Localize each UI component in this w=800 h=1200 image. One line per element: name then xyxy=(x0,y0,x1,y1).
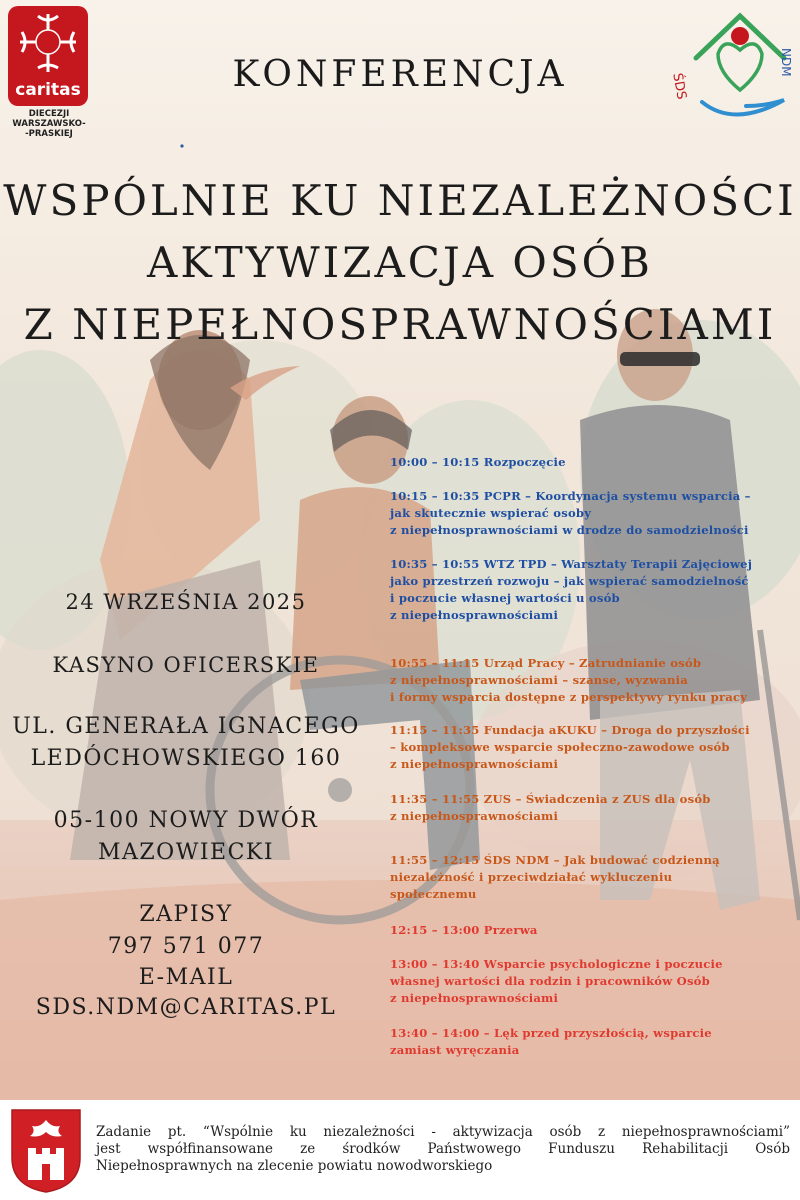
conference-title xyxy=(0,170,800,356)
footer xyxy=(0,1100,800,1200)
conference-label: KONFERENCJA xyxy=(232,54,568,95)
schedule-item: 12:15 – 13:00 Przerwa xyxy=(390,923,538,937)
signup-phone: 797 571 077 xyxy=(107,934,265,959)
title-line-1: WSPÓLNIE KU NIEZALEŻNOŚCI xyxy=(3,176,797,225)
schedule-item: 13:00 – 13:40 Wsparcie psychologiczne i poczucie własnej wartości dla rodzin i pracowników Osób z niepełnosprawnościami xyxy=(390,957,723,1005)
wheelchair-hub xyxy=(328,778,352,802)
schedule-item: 13:40 – 14:00 – Lęk przed przyszłością, wsparcie zamiast wyręczania xyxy=(390,1026,712,1057)
caritas-logo-subtitle: DIECEZJI WARSZAWSKO- -PRASKIEJ xyxy=(12,109,86,139)
sds-logo-left-text: ŚDS xyxy=(669,72,689,101)
schedule-item: 10:00 – 10:15 Rozpoczęcie xyxy=(390,455,566,469)
sds-logo-right-text: NDM xyxy=(779,48,793,77)
schedule-item: 10:55 – 11:15 Urząd Pracy – Zatrudnianie osób z niepełnosprawnościami – szanse, wyzwania i formy wsparcia dostępne z perspektywy rynku pracy xyxy=(390,656,748,704)
footer-funding-note: Zadanie pt. “Wspólnie ku niezależności - aktywizacja osób z niepełnosprawnościami” jest współfinansowane ze środków Państwowego Funduszu Rehabilitacji Osób Niepełnosprawnych na zlecenie powiatu nowodworskiego xyxy=(96,1124,790,1174)
event-venue: KASYNO OFICERSKIE xyxy=(52,653,320,677)
signup-email-label: E-MAIL xyxy=(138,965,234,990)
event-city-line-2: MAZOWIECKI xyxy=(97,840,275,865)
title-line-2: AKTYWIZACJA OSÓB xyxy=(147,238,653,287)
schedule-item: 11:15 – 11:35 Fundacja aKUKU – Droga do przyszłości – kompleksowe wsparcie społeczno-zawodowe osób z niepełnosprawnościami xyxy=(390,723,750,771)
event-street-line-1: UL. GENERAŁA IGNACEGO xyxy=(12,714,360,739)
coat-of-arms-icon xyxy=(10,1108,82,1194)
schedule-item: 10:15 – 10:35 PCPR – Koordynacja systemu wsparcia – jak skutecznie wspierać osoby z niepełnosprawnościami w drodze do samodzielności xyxy=(390,489,751,537)
title-line-3: Z NIEPEŁNOSPRAWNOŚCIAMI xyxy=(23,300,777,349)
dot-shape xyxy=(180,144,183,147)
signup-email[interactable]: SDS.NDM@CARITAS.PL xyxy=(35,995,337,1020)
event-date: 24 WRZEŚNIA 2025 xyxy=(65,590,307,614)
caritas-logo-text: caritas xyxy=(15,80,81,100)
signup-label: ZAPISY xyxy=(139,902,233,927)
event-street-line-2: LEDÓCHOWSKIEGO 160 xyxy=(30,746,342,771)
schedule-item: 11:55 – 12:15 ŚDS NDM – Jak budować codzienną niezależność i przeciwdziałać wykluczeniu społecznemu xyxy=(390,853,720,901)
schedule-item: 11:35 – 11:55 ZUS – Świadczenia z ZUS dla osób z niepełnosprawnościami xyxy=(390,792,711,823)
schedule-item: 10:35 – 10:55 WTZ TPD – Warsztaty Terapii Zajęciowej jako przestrzeń rozwoju – jak wspierać samodzielność i poczucie własnej wartości u osób z niepełnosprawnościami xyxy=(390,557,753,622)
event-city-line-1: 05-100 NOWY DWÓR xyxy=(53,808,319,833)
